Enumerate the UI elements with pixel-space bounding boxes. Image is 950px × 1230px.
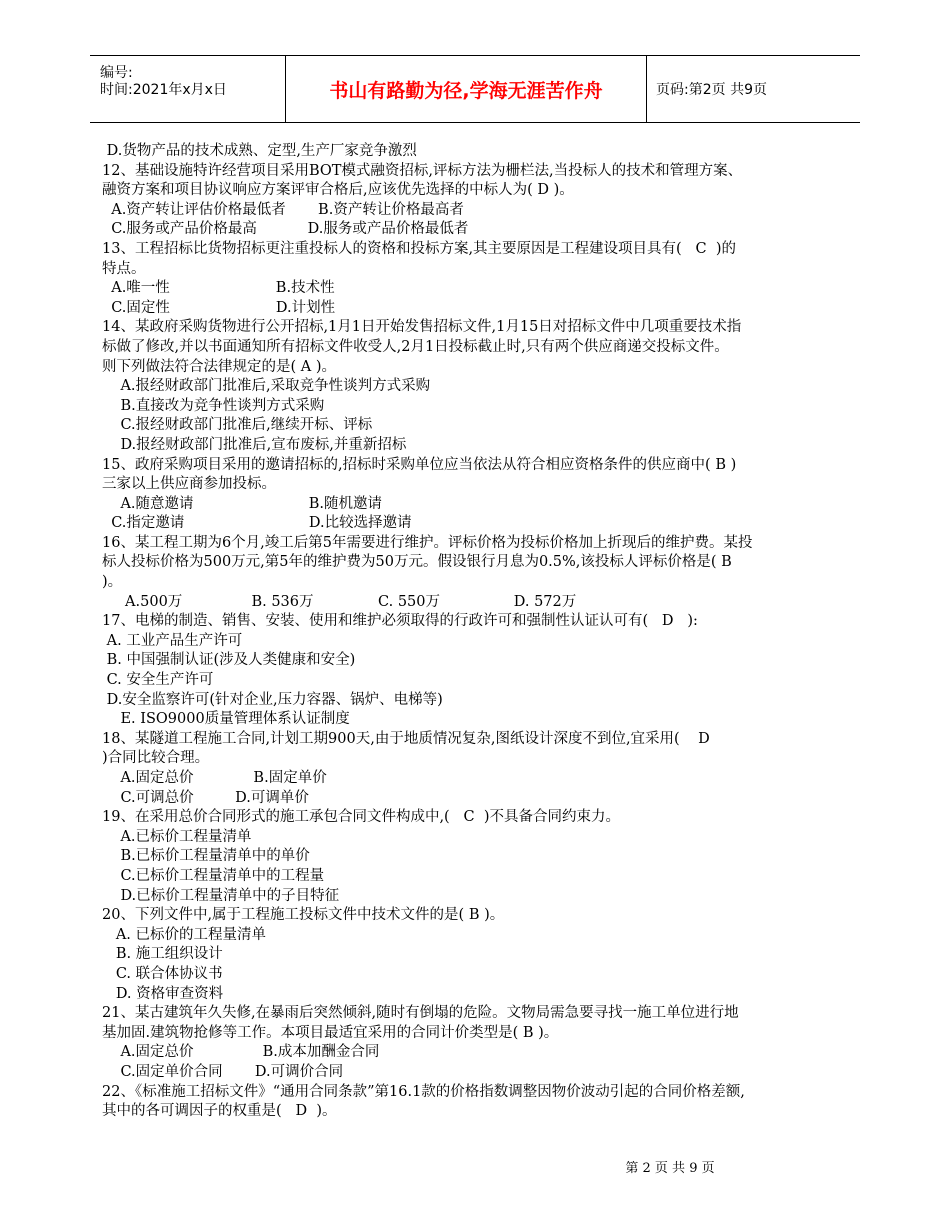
text-line: A. 工业产品生产许可 bbox=[102, 632, 243, 649]
code-label: 编号: bbox=[100, 65, 133, 81]
text-line: 17、电梯的制造、销售、安装、使用和维护必须取得的行政许可和强制性认证认可有( D ): bbox=[102, 613, 698, 630]
text-line: A. 已标价的工程量清单 bbox=[102, 926, 267, 943]
text-line: 融资方案和项目协议响应方案评审合格后,应该优先选择的中标人为( D )。 bbox=[102, 182, 574, 199]
text-line: D.报经财政部门批准后,宣布废标,并重新招标 bbox=[102, 436, 407, 453]
text-line: B.直接改为竞争性谈判方式采购 bbox=[102, 397, 325, 414]
text-line: 标人投标价格为500万元,第5年的维护费为50万元。假设银行月息为0.5%,该投标人评标价格是( B bbox=[102, 554, 732, 571]
text-line: C. 联合体协议书 bbox=[102, 965, 223, 982]
text-line: B.已标价工程量清单中的单价 bbox=[102, 848, 310, 865]
text-line: A.已标价工程量清单 bbox=[102, 828, 252, 845]
text-line: 标做了修改,并以书面通知所有招标文件收受人,2月1日投标截止时,只有两个供应商递交投标文件。 bbox=[102, 338, 729, 355]
text-line: 其中的各可调因子的权重是( D )。 bbox=[102, 1103, 337, 1120]
text-line: D. 资格审查资料 bbox=[102, 985, 224, 1002]
text-line: 基加固.建筑物抢修等工作。本项目最适宜采用的合同计价类型是( B )。 bbox=[102, 1024, 559, 1041]
text-line: 三家以上供应商参加投标。 bbox=[102, 476, 276, 493]
text-line: 21、某古建筑年久失修,在暴雨后突然倾斜,随时有倒塌的危险。文物局需急要寻找一施工单位进行地 bbox=[102, 1005, 739, 1022]
text-line: D.已标价工程量清单中的子目特征 bbox=[102, 887, 340, 904]
page-footer bbox=[0, 1157, 950, 1176]
text-line: A.固定总价 B.固定单价 bbox=[102, 770, 327, 786]
text-line: D.货物产品的技术成熟、定型,生产厂家竞争激烈 bbox=[102, 143, 417, 159]
text-line: B. 施工组织设计 bbox=[102, 946, 223, 963]
text-line: 15、政府采购项目采用的邀请招标的,招标时采购单位应当依法从符合相应资格条件的供应商中( B ) bbox=[102, 456, 737, 473]
header-motto-cell bbox=[285, 56, 647, 122]
document-body bbox=[102, 142, 852, 1122]
text-line: 18、某隧道工程施工合同,计划工期900天,由于地质情况复杂,图纸设计深度不到位,宜采用( D bbox=[102, 730, 710, 747]
text-line: 12、基础设施特许经营项目采用BOT模式融资招标,评标方法为栅栏法,当投标人的技术和管理方案、 bbox=[102, 162, 743, 179]
text-line: C.固定单价合同 D.可调价合同 bbox=[102, 1063, 344, 1080]
date-label: 时间:2021年x月x日 bbox=[100, 82, 227, 98]
header-page-cell bbox=[646, 56, 860, 122]
text-line: 19、在采用总价合同形式的施工承包合同文件构成中,( C )不具备合同约束力。 bbox=[102, 809, 621, 826]
text-line: A.500万 B. 536万 C. 550万 D. 572万 bbox=[102, 593, 577, 610]
text-line: C.指定邀请 D.比较选择邀请 bbox=[102, 515, 412, 532]
text-line: C.报经财政部门批准后,继续开标、评标 bbox=[102, 417, 373, 434]
text-line: 16、某工程工期为6个月,竣工后第5年需要进行维护。评标价格为投标价格加上折现后的维护费。某投 bbox=[102, 534, 753, 551]
header-meta bbox=[90, 56, 285, 122]
text-line: 13、工程招标比货物招标更注重投标人的资格和投标方案,其主要原因是工程建设项目具有( C )的 bbox=[102, 240, 737, 257]
text-line: C.服务或产品价格最高 D.服务或产品价格最低者 bbox=[102, 221, 469, 238]
text-line: C.固定性 D.计划性 bbox=[102, 299, 336, 316]
text-line: E. ISO9000质量管理体系认证制度 bbox=[102, 711, 350, 728]
text-line: A.固定总价 B.成本加酬金合同 bbox=[102, 1044, 380, 1061]
text-line: A.资产转让评估价格最低者 B.资产转让价格最高者 bbox=[102, 201, 464, 218]
text-line: A.唯一性 B.技术性 bbox=[102, 280, 335, 297]
footer-page-number: 第 2 页 共 9 页 bbox=[625, 1161, 715, 1176]
text-line: 则下列做法符合法律规定的是( A )。 bbox=[102, 358, 337, 375]
page-info: 页码:第2页 共9页 bbox=[656, 82, 767, 98]
text-line: )合同比较合理。 bbox=[102, 750, 210, 767]
text-line: C.已标价工程量清单中的工程量 bbox=[102, 867, 325, 884]
text-line: C.可调总价 D.可调单价 bbox=[102, 789, 309, 806]
text-line: 特点。 bbox=[102, 260, 146, 277]
page-header bbox=[90, 55, 860, 123]
motto: 书山有路勤为径,学海无涯苦作舟 bbox=[329, 79, 603, 102]
text-line: B. 中国强制认证(涉及人类健康和安全) bbox=[102, 652, 356, 669]
text-line: A.随意邀请 B.随机邀请 bbox=[102, 495, 383, 512]
text-line: 22、《标准施工招标文件》“通用合同条款”第16.1款的价格指数调整因物价波动引起的合同价格差额, bbox=[102, 1083, 745, 1100]
text-line: C. 安全生产许可 bbox=[102, 672, 214, 689]
text-line: A.报经财政部门批准后,采取竞争性谈判方式采购 bbox=[102, 378, 431, 395]
text-line: 14、某政府采购货物进行公开招标,1月1日开始发售招标文件,1月15日对招标文件中几项重要技术指 bbox=[102, 319, 742, 336]
text-line: D.安全监察许可(针对企业,压力容器、锅炉、电梯等) bbox=[102, 691, 443, 708]
text-line: )。 bbox=[102, 574, 123, 591]
text-line: 20、下列文件中,属于工程施工投标文件中技术文件的是( B )。 bbox=[102, 907, 505, 924]
